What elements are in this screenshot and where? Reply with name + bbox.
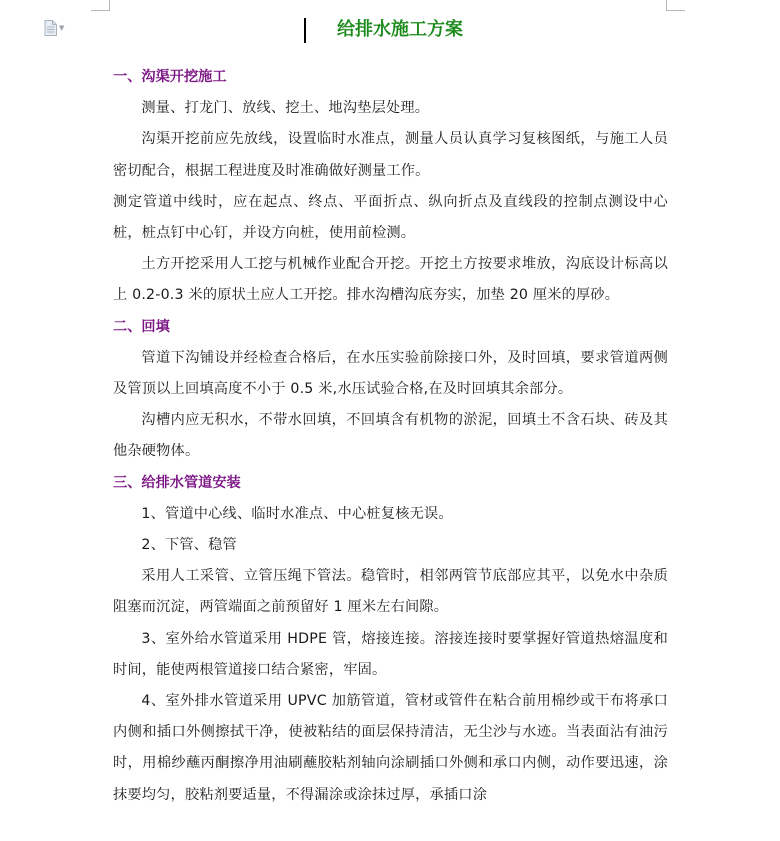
document-title[interactable]: 给排水施工方案 — [337, 19, 463, 40]
paragraph[interactable]: 测量、打龙门、放线、挖土、地沟垫层处理。 — [141, 100, 430, 117]
section-heading[interactable]: 三、给排水管道安装 — [113, 474, 241, 491]
paragraph[interactable]: 管道下沟铺设并经检查合格后，在水压实验前除接口外，及时回填，要求管道两侧及管顶以上回填高度不小于 0.5 米,水压试验合格,在及时回填其余部分。 — [113, 349, 668, 398]
section-heading[interactable]: 一、沟渠开挖施工 — [113, 69, 227, 85]
section-heading[interactable]: 二、回填 — [113, 318, 170, 335]
paragraph[interactable]: 3、室外给水管道采用 HDPE 管，熔接连接。溶接连接时要掌握好管道热熔温度和时间，能使两根管道接口结合紧密，牢固。 — [113, 630, 668, 678]
paragraph[interactable]: 沟渠开挖前应先放线，设置临时水准点，测量人员认真学习复核图纸，与施工人员密切配合，根据工程进度及时准确做好测量工作。 — [113, 131, 668, 179]
margin-corner-mark — [666, 0, 685, 11]
paragraph[interactable]: 1、管道中心线、临时水准点、中心桩复核无误。 — [141, 505, 453, 522]
paragraph[interactable]: 4、室外排水管道采用 UPVC 加筋管道，管材或管件在粘合前用棉纱或干布将承口内侧和插口外侧擦拭干净，使被粘结的面层保持清洁，无尘沙与水迹。当表面沾有油污时，用棉纱蘸丙酮擦净用油刷蘸胶粘剂轴向涂刷插口外侧和承口内侧，动作要迅速，涂抹要均匀，胶粘剂要适量，不得漏涂或涂抹过厚，承插口涂 — [113, 693, 668, 803]
paragraph[interactable]: 沟槽内应无积水，不带水回填，不回填含有机物的淤泥，回填土不含石块、砖及其他杂硬物体。 — [113, 412, 668, 460]
paragraph[interactable]: 测定管道中线时，应在起点、终点、平面折点、纵向折点及直线段的控制点测设中心桩，桩点钉中心钉，并设方向桩，使用前检测。 — [113, 193, 668, 242]
chevron-down-icon: ▼ — [59, 24, 65, 32]
paragraph[interactable]: 采用人工采管、立管压绳下管法。稳管时，相邻两管节底部应其平，以免水中杂质阻塞而沉淀，两管端面之前预留好 1 厘米左右间隙。 — [113, 568, 668, 616]
margin-corner-mark — [91, 0, 110, 11]
paragraph[interactable]: 土方开挖采用人工挖与机械作业配合开挖。开挖土方按要求堆放，沟底设计标高以上 0.2-0.3 米的原状土应人工开挖。排水沟槽沟底夯实，加垫 20 厘米的厚砂。 — [113, 256, 668, 304]
paragraph[interactable]: 2、下管、稳管 — [141, 537, 237, 554]
document-body[interactable] — [113, 62, 668, 811]
